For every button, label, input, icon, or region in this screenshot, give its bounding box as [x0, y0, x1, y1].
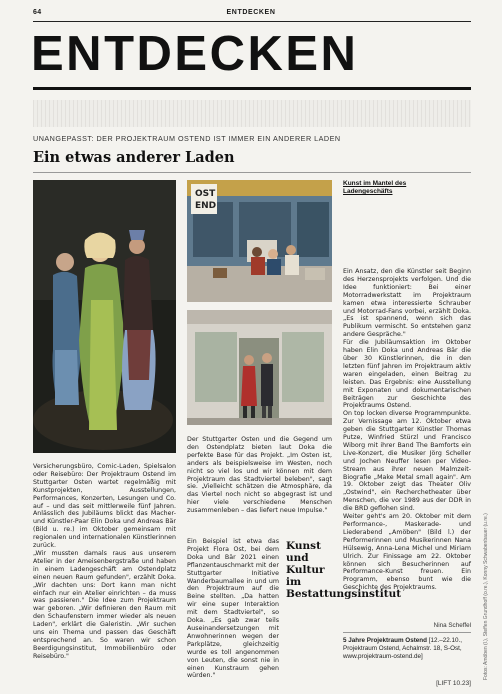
running-header: ENTDECKEN: [226, 9, 276, 16]
svg-text:END: END: [195, 201, 217, 211]
decorative-strip: [33, 100, 471, 127]
paragraph: On top locken diverse Programmpunkte. Zur Vernissage am 12. Oktober etwa geben die Stuttgarter Künstler Thomas Putze, Winfried Stürzl und Francisco Wiborg mit ihrer Band The Bamforts ein Live-Konzert, die Musiker Jörg Scheller und Jochen Neuffer lesen per Video-Stream aus ihrer neuen Malmzeit-Biografie „Make Metal small again". Am 19. Oktober zeigt das Theater Oliv „Ostwind", ein Recherchetheater über Menschen, die vor 1989 aus der DDR in die BRD geflohen sind.: [343, 410, 471, 513]
paragraph: „Wir mussten damals raus aus unserem Atelier in der Ameisenbergstraße und haben in einem Ladengeschäft am Ostendplatz einen neuen Raum gefunden", erzählt Doka. „Wir dachten uns: Dort kann man nicht einfach nur ein Atelier einrichten – da muss was passieren." Die Idee zum Projektraum war geboren. „Wir definieren den Raum mit den Schaufenstern immer wieder als neuen Laden", erklärt die Galeristin. „Wir suchen uns ein Thema und passen das Geschäft entsprechend an. So waren wir schon Beerdigungsinstitut, Immobilienbüro oder Reisebüro.": [33, 549, 176, 660]
paragraph: Für die Jubiläumsaktion im Oktober haben Elin Doka und Andreas Bär die über 30 Künstlerinnen, die in den letzten fünf Jahren im Projektraum aktiv waren eingeladen, einen Beitrag zu leisten. Das Ergebnis: eine Ausstellung mit Exponaten und dokumentarischen Beiträgen zur Geschichte des Projektraums Ostend.: [343, 339, 471, 410]
text-column-1: [33, 463, 176, 661]
event-info-text: [12.–22.10., Projektraum Ostend, Achalmstr. 18, S-Ost, www.projektraum-ostend.de]: [343, 637, 463, 660]
event-info: [343, 637, 471, 661]
paragraph: Der Stuttgarter Osten und die Gegend um den Ostendplatz bieten laut Doka die perfekte Base für das Projekt. „Im Osten ist, anders als beispielsweise im Westen, noch nicht so viel los und wir können mit dem Projektraum das Stadtviertel beleben", sagt sie. „Vielleicht schätzen die Atmosphäre, da das Viertel noch nicht so abgegrast ist und hier viele verschiedene Menschen zusammenleben – das liefert neue Impulse.": [187, 436, 332, 515]
author-name: Nina Scheffel: [433, 622, 471, 629]
paragraph: Ein Beispiel ist etwa das Projekt Flora Ost, bei dem Doka und Bär 2021 einen Pflanzentauschmarkt mit der Stuttgarter Initiative Wanderbaumallee in und um den Projektraum auf die Beine stellten. „Da hatten wir eine super Interaktion mit dem Stadtviertel", so Doka. „Es gab zwar teils Auseinandersetzungen mit Anwohnerinnen wegen der Parkplätze, gleichzeitig wurde es toll angenommen von Leuten, die sonst nie in einen Kunstraum gehen würden.": [187, 538, 279, 680]
paragraph: Weiter geht's am 20. Oktober mit dem Performance-, Maskerade- und Liederabend „Amöben" (Bild l.) der Performerinnen und Musikerinnen Nana Hülsewig, Anna-Lena Michel und Miriam Ulrich. Zur Finissage am 22. Oktober können sich Besucherinnen auf Performance-Kunst freuen. Ein Programm, ebenso bunt wie die Geschichte des Projektraums.: [343, 513, 471, 592]
paragraph: Versicherungsbüro, Comic-Laden, Spielsalon oder Reisebüro: Der Projektraum Ostend im Stuttgarter Osten wartet regelmäßig mit Kunstprojekten, Ausstellungen, Performances, Konzerten, Lesungen und Co. auf – und das seit mittlerweile fünf Jahren. Anlässlich des Jubiläums blickt das Macher- und Künstler-Paar Elin Doka und Andreas Bär (Bild u. re.) im Oktober gemeinsam mit regionalen und internationalen Künstlerinnen zurück.: [33, 463, 176, 550]
section-title: ENTDECKEN: [31, 27, 359, 81]
text-column-2b: [187, 538, 279, 680]
article-kicker: UNANGEPASST: DER PROJEKTRAUM OSTEND IST IMMER EIN ANDERER LADEN: [33, 134, 341, 143]
top-rule: [33, 21, 471, 22]
issue-label: [LIFT 10.23]: [436, 680, 471, 687]
performance-photo: [33, 180, 176, 453]
text-column-2: [187, 436, 332, 515]
article-headline: Ein etwas anderer Laden: [33, 149, 235, 166]
storefront-photo: [187, 180, 332, 302]
page-number: 64: [33, 9, 42, 16]
photo-credit: Fotos: Amöben (l.), Steffen Grundhoff (o.re.), Konny Schwabenbauer (u.re.): [483, 513, 489, 680]
photo-caption: Kunst im Mantel des Ladengeschäfts: [343, 180, 407, 195]
info-rule: [343, 632, 471, 633]
box-heading: Kunst und Kultur im Bestattungsinstitut: [286, 540, 402, 600]
text-column-3: [343, 268, 471, 592]
headline-rule: [33, 172, 471, 173]
event-info-title: 5 Jahre Projektraum Ostend: [343, 637, 427, 644]
artists-photo: [187, 310, 332, 425]
title-rule: [33, 87, 471, 90]
paragraph: Ein Ansatz, den die Künstler seit Beginn des Herzensprojekts verfolgen. Und die Idee funktioniert: Bei einer Motorradwerkstatt im Projektraum kamen etwa interessierte Schrauber und Motorrad-Fans vorbei, erzählt Doka. „Es ist spannend, wenn sich das Publikum vermischt. So entstehen ganz andere Gespräche.": [343, 268, 471, 339]
svg-text:OST: OST: [195, 189, 216, 199]
